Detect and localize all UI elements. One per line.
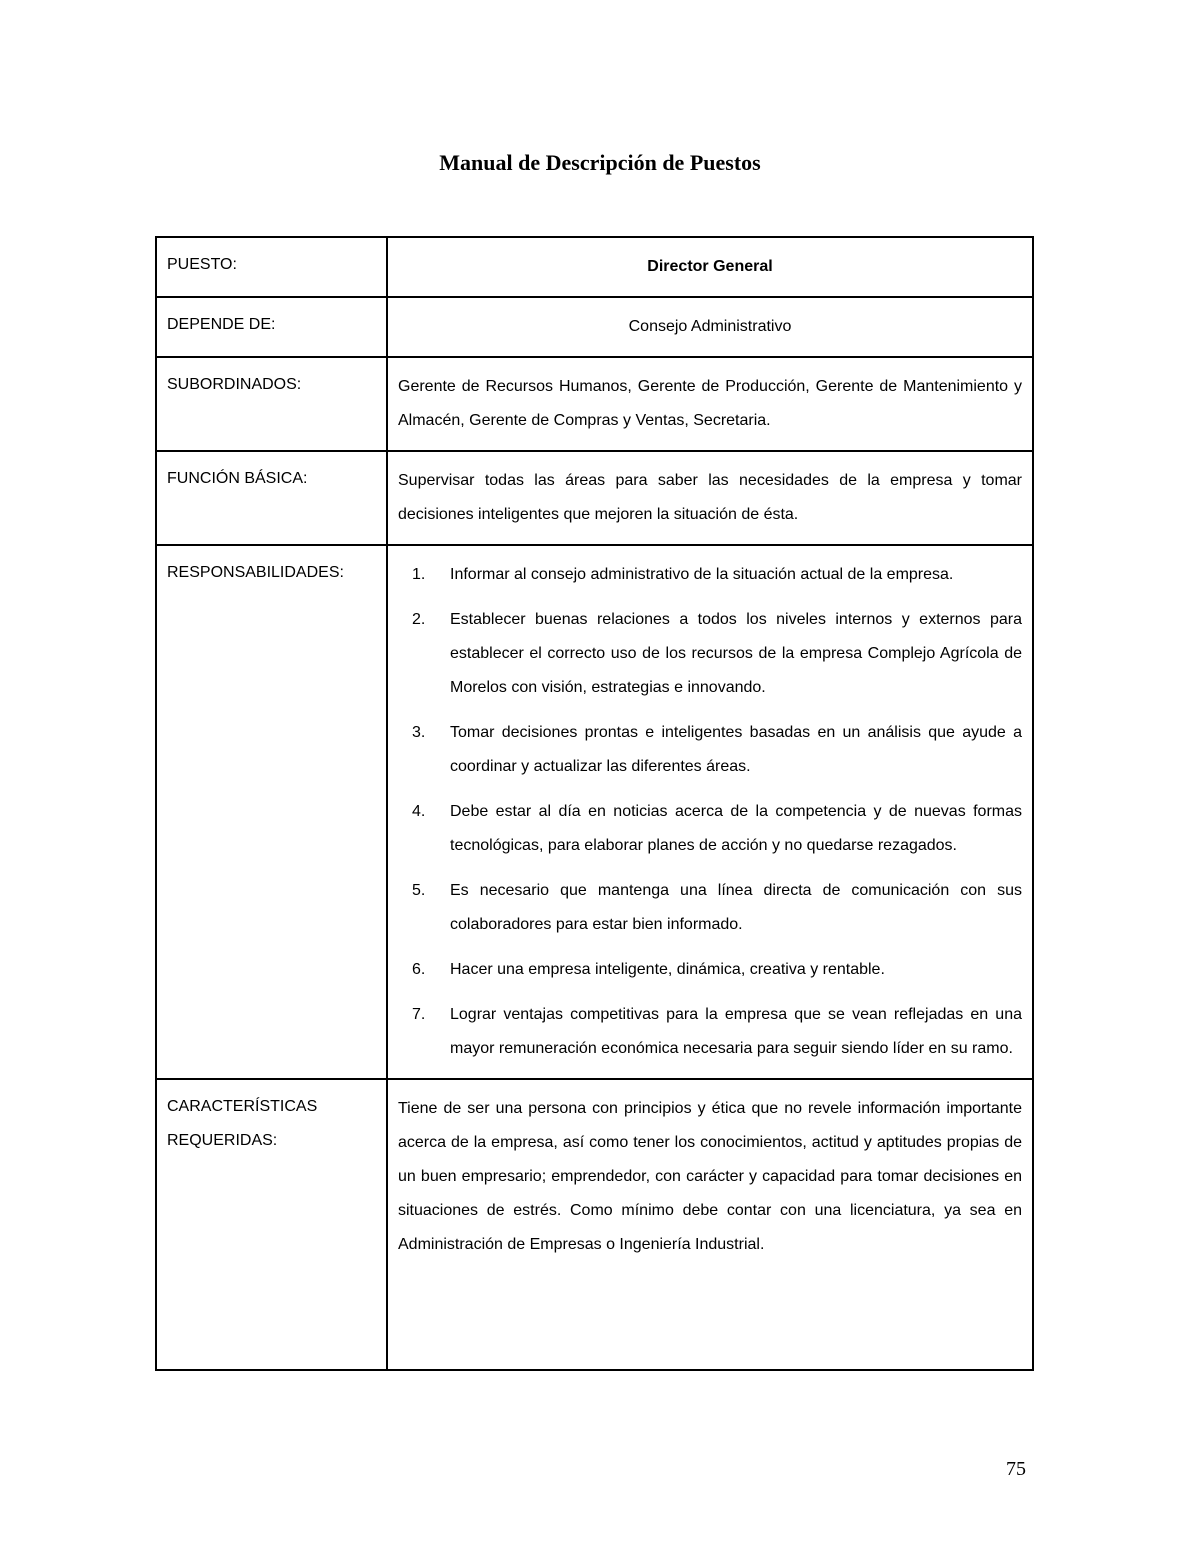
list-item: [398, 953, 1022, 987]
funcion-label: FUNCIÓN BÁSICA:: [156, 451, 387, 545]
list-item: [398, 795, 1022, 863]
list-item-number: 1.: [412, 566, 426, 583]
subordinados-label: SUBORDINADOS:: [156, 357, 387, 451]
depende-label: DEPENDE DE:: [156, 297, 387, 357]
list-item-number: 4.: [412, 803, 426, 820]
list-item: [398, 716, 1022, 784]
table-row-funcion: [156, 451, 1033, 545]
page-number: 75: [1006, 1458, 1026, 1480]
subordinados-value: Gerente de Recursos Humanos, Gerente de Producción, Gerente de Mantenimiento y Almacén, Gerente de Compras y Ventas, Secretaria.: [387, 357, 1033, 451]
list-item: [398, 558, 1022, 592]
list-item-text: Informar al consejo administrativo de la situación actual de la empresa.: [450, 566, 954, 583]
list-item-number: 3.: [412, 724, 426, 741]
puesto-label: PUESTO:: [156, 237, 387, 297]
list-item-text: Es necesario que mantenga una línea directa de comunicación con sus colaboradores para estar bien informado.: [450, 882, 1022, 933]
list-item-text: Establecer buenas relaciones a todos los niveles internos y externos para establecer el correcto uso de los recursos de la empresa Complejo Agrícola de Morelos con visión, estrategias e innovando.: [450, 611, 1022, 696]
responsabilidades-label: RESPONSABILIDADES:: [156, 545, 387, 1079]
list-item-number: 6.: [412, 961, 426, 978]
responsabilidades-list: [398, 558, 1022, 1066]
table-row-subordinados: [156, 357, 1033, 451]
caracteristicas-label-line2: REQUERIDAS:: [167, 1132, 278, 1149]
funcion-value: Supervisar todas las áreas para saber las necesidades de la empresa y tomar decisiones inteligentes que mejoren la situación de ésta.: [387, 451, 1033, 545]
list-item-text: Debe estar al día en noticias acerca de la competencia y de nuevas formas tecnológicas, para elaborar planes de acción y no quedarse rezagados.: [450, 803, 1022, 854]
caracteristicas-value: Tiene de ser una persona con principios y ética que no revele información importante acerca de la empresa, así como tener los conocimientos, actitud y aptitudes propias de un buen empresario; emprendedor, con carácter y capacidad para tomar decisiones en situaciones de estrés. Como mínimo debe contar con una licenciatura, ya sea en Administración de Empresas o Ingeniería Industrial.: [387, 1079, 1033, 1370]
page-title: Manual de Descripción de Puestos: [439, 150, 761, 175]
list-item: [398, 998, 1022, 1066]
job-description-table: [155, 236, 1034, 1371]
caracteristicas-label: [156, 1079, 387, 1370]
list-item-text: Lograr ventajas competitivas para la empresa que se vean reflejadas en una mayor remuneración económica necesaria para seguir siendo líder en su ramo.: [450, 1006, 1022, 1057]
list-item-number: 7.: [412, 1006, 426, 1023]
table-row-responsabilidades: [156, 545, 1033, 1079]
table-row-puesto: [156, 237, 1033, 297]
depende-value: Consejo Administrativo: [387, 297, 1033, 357]
list-item: [398, 603, 1022, 705]
puesto-value: Director General: [387, 237, 1033, 297]
list-item: [398, 874, 1022, 942]
list-item-number: 5.: [412, 882, 426, 899]
list-item-number: 2.: [412, 611, 426, 628]
list-item-text: Tomar decisiones prontas e inteligentes basadas en un análisis que ayude a coordinar y actualizar las diferentes áreas.: [450, 724, 1022, 775]
table-row-caracteristicas: [156, 1079, 1033, 1370]
table-row-depende: [156, 297, 1033, 357]
responsabilidades-cell: [387, 545, 1033, 1079]
list-item-text: Hacer una empresa inteligente, dinámica, creativa y rentable.: [450, 961, 885, 978]
caracteristicas-label-line1: CARACTERÍSTICAS: [167, 1098, 318, 1115]
